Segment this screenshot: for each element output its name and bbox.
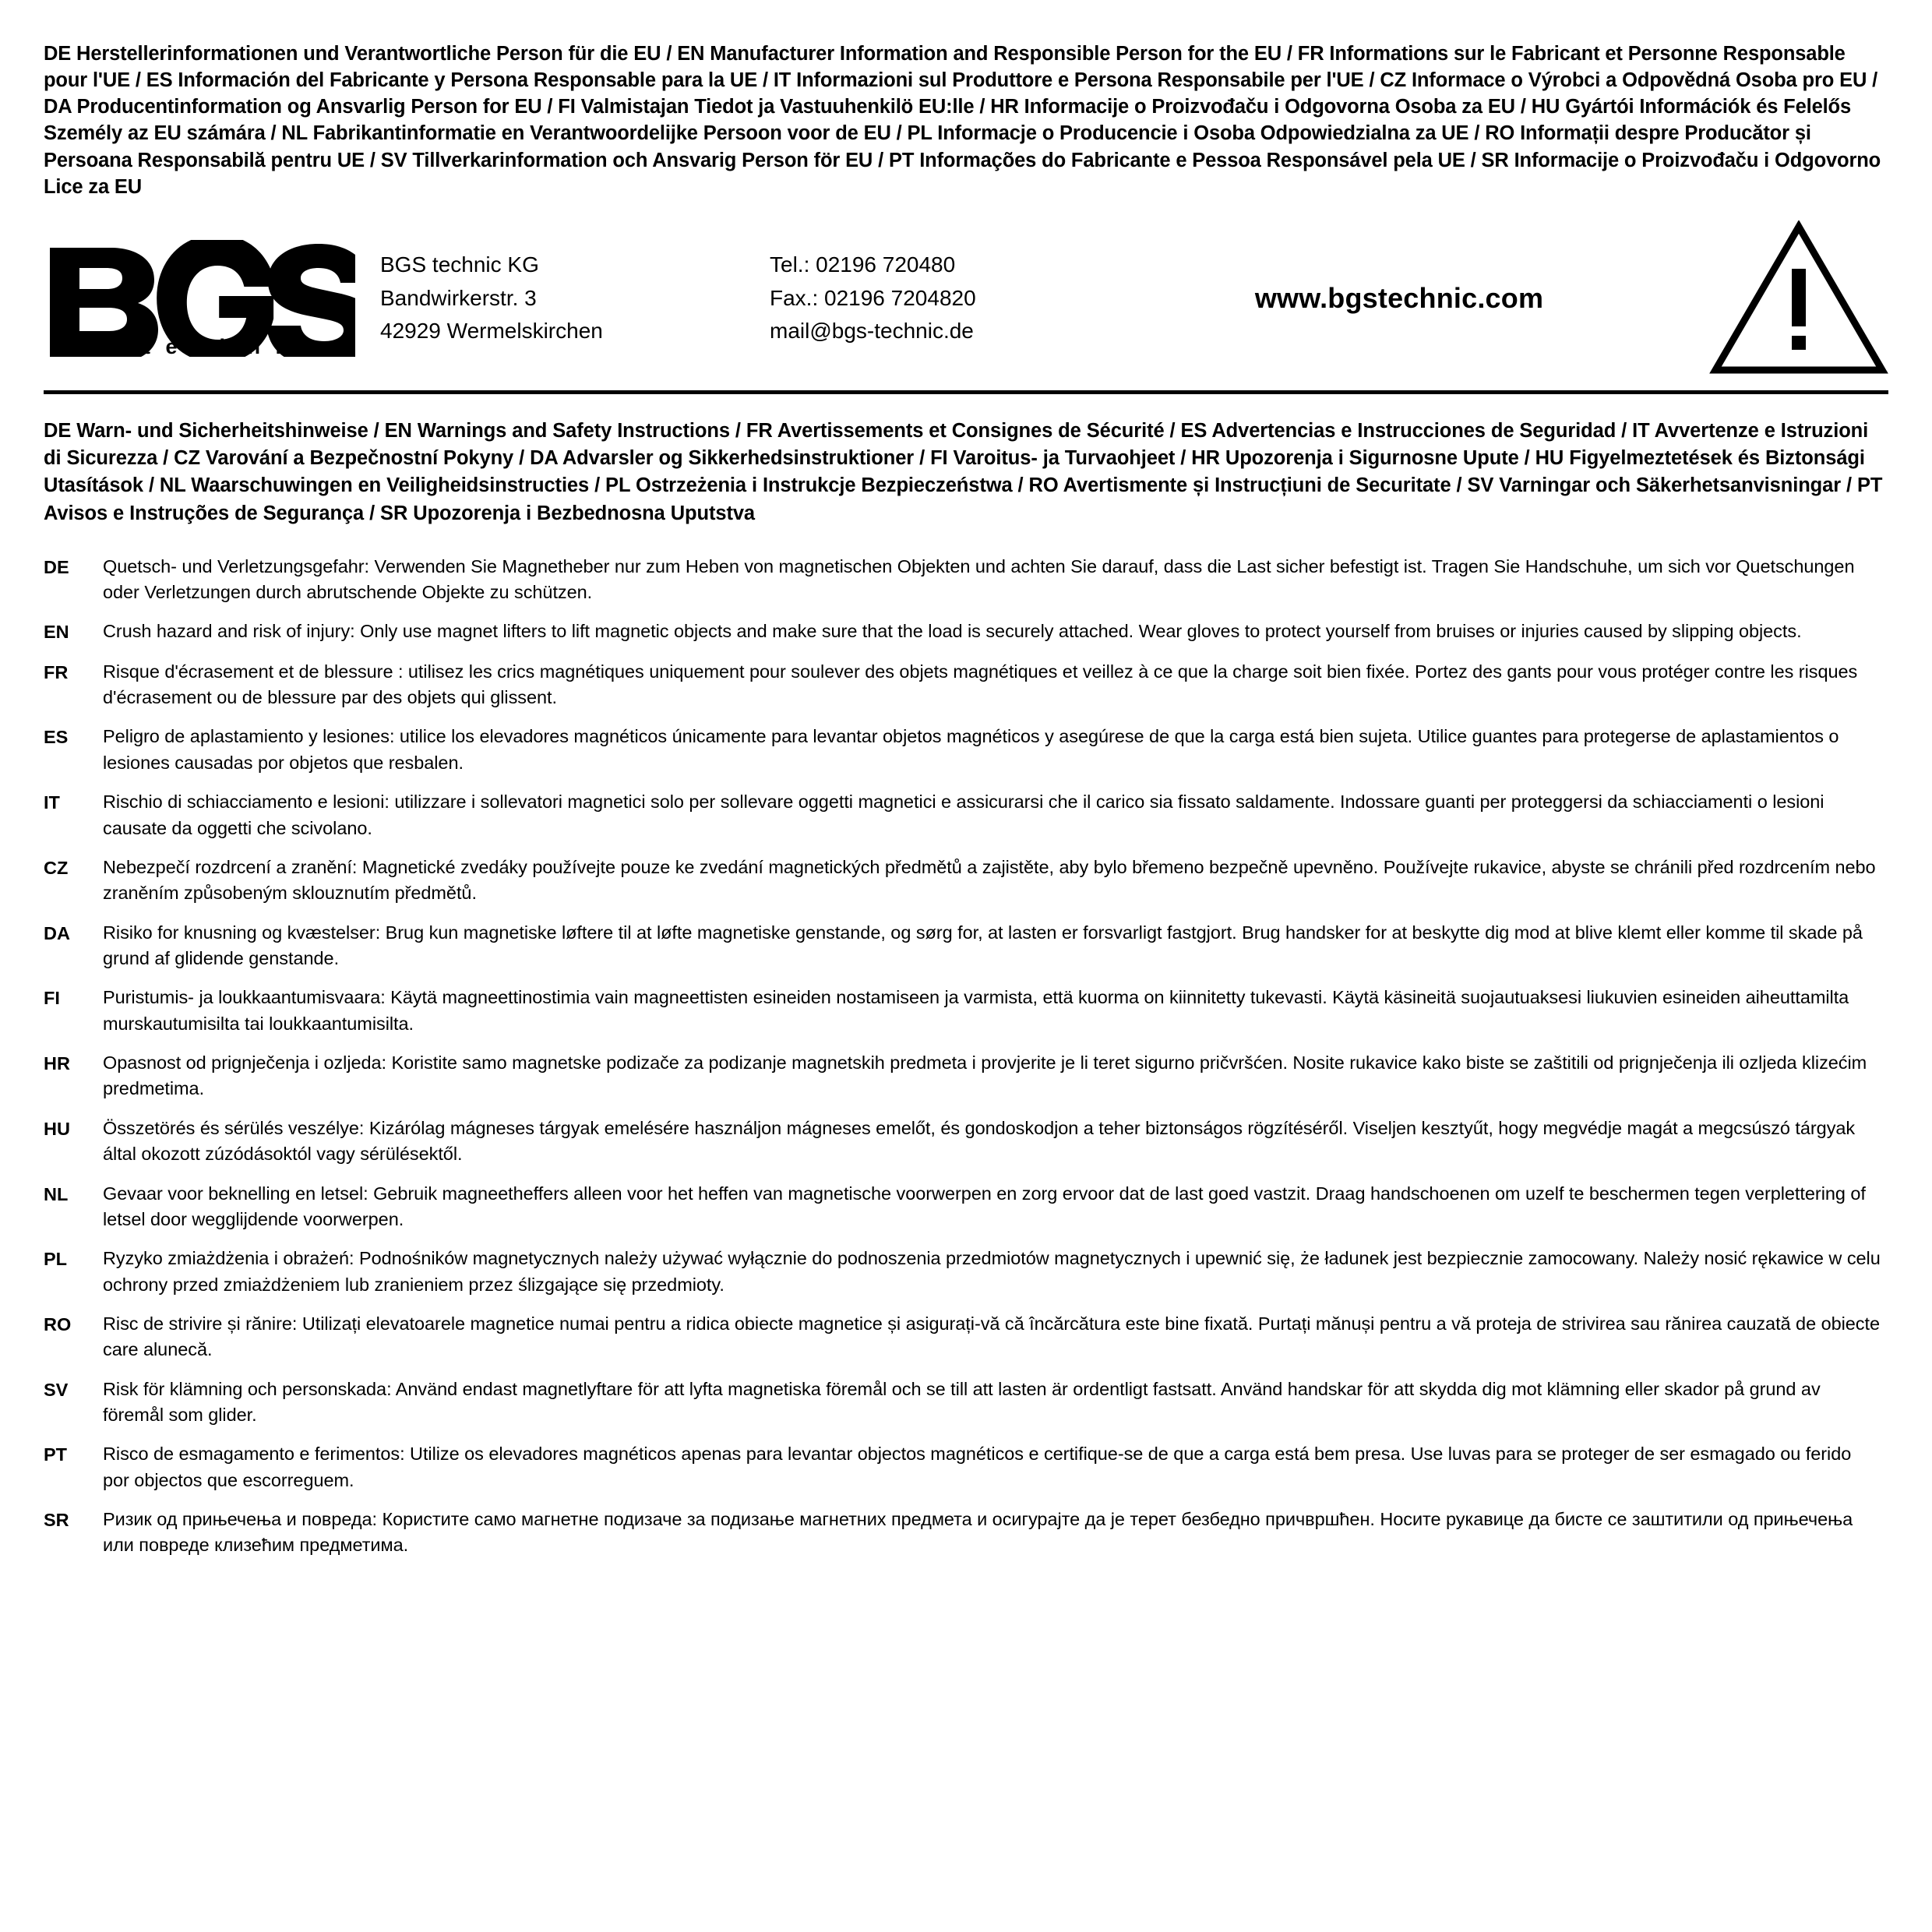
list-item (44, 1181, 1888, 1233)
language-code: ES (44, 727, 69, 748)
list-item (44, 1377, 1888, 1429)
company-street: Bandwirkerstr. 3 (380, 285, 537, 310)
list-item (44, 920, 1888, 972)
list-item (44, 1246, 1888, 1298)
list-item (44, 789, 1888, 841)
company-contact (770, 249, 1105, 348)
warning-triangle-icon (1694, 220, 1888, 376)
language-text: Nebezpečí rozdrcení a zranění: Magnetické zvedáky používejte pouze ke zvedání magnetických předmětů a zajistěte, aby bylo břemeno bezpečně upevněno. Používejte rukavice, abyste se chránili před rozdrcením nebo zraněním způsobeným sklouznutím předmětů. (103, 856, 1876, 904)
language-code: HU (44, 1118, 70, 1139)
company-city: 42929 Wermelskirchen (380, 319, 603, 344)
list-item (44, 619, 1888, 645)
language-code: CZ (44, 857, 69, 878)
language-code: SR (44, 1510, 69, 1531)
language-text: Ризик од прињечења и повреда: Користите само магнетне подизаче за подизање магнетних предмета и осигурајте да је терет безбедно причвршћен. Носите рукавице да бисте се заштитили од прињечења или повреде клизећим предметима. (103, 1509, 1853, 1556)
safety-instructions-heading: DE Warn- und Sicherheitshinweise / EN Warnings and Safety Instructions / FR Avertissements et Consignes de Sécurité / ES Advertencias e Instrucciones de Seguridad / IT Avvertenze e Istruzioni di Sicurezza / CZ Varování a Bezpečnostní Pokyny / DA Advarsler og Sikkerhedsinstruktioner / FI Varoitus- ja Turvaohjeet / HR Upozorenja i Sigurnosne Upute / HU Figyelmeztetések és Biztonsági Utasítások / NL Waarschuwingen en Veiligheidsinstructies / PL Ostrzeżenia i Instrukcje Bezpieczeństwa / RO Avertismente și Instrucțiuni de Securitate / SV Varningar och Säkerhetsanvisningar / PT Avisos e Instruções de Segurança / SR Upozorenja i Bezbednosna Uputstva (44, 419, 1883, 524)
list-item (44, 554, 1888, 606)
language-text: Quetsch- und Verletzungsgefahr: Verwenden Sie Magnetheber nur zum Heben von magnetischen Objekten und achten Sie darauf, dass die Last sicher befestigt ist. Tragen Sie Handschuhe, um sich vor Quetschungen oder Verletzungen durch abrutschende Objekte zu schützen. (103, 555, 1855, 603)
language-text: Risc de strivire și rănire: Utilizați elevatoarele magnetice numai pentru a ridica obiecte magnetice și asigurați-vă că încărcătura este bine fixată. Purtați mănuși pentru a vă proteja de strivirea sau rănirea cauzată de obiecte care alunecă. (103, 1313, 1881, 1360)
language-code: SV (44, 1379, 69, 1400)
language-code: RO (44, 1313, 72, 1334)
svg-text:®: ® (323, 244, 338, 268)
svg-text:t e c h n i c: t e c h n i c (143, 334, 313, 357)
language-code: EN (44, 622, 69, 643)
company-tel: Tel.: 02196 720480 (770, 252, 956, 277)
language-code: PL (44, 1249, 68, 1270)
language-text: Gevaar voor beknelling en letsel: Gebruik magneetheffers alleen voor het heffen van magnetische voorwerpen en zorg ervoor dat de last goed vastzit. Draag handschoenen om uzelf te beschermen tegen verplettering of letsel door wegglijdende voorwerpen. (103, 1183, 1866, 1229)
manufacturer-info-heading: DE Herstellerinformationen und Verantwortliche Person für die EU / EN Manufacturer Information and Responsible Person for the EU / FR Informations sur le Fabricant et Personne Responsable pour l'UE / ES Información del Fabricante y Persona Responsable para la UE / IT Informazioni sul Produttore e Persona Responsabile per l'UE / CZ Informace o Výrobci a Odpovědná Osoba pro EU / DA Producentinformation og Ansvarlig Person for EU / FI Valmistajan Tiedot ja Vastuuhenkilö EU:lle / HR Informacije o Proizvođaču i Odgovorna Osoba za EU / HU Gyártói Információk és Felelős Személy az EU számára / NL Fabrikantinformatie en Verantwoordelijke Persoon voor de EU / PL Informacje o Producencie i Osoba Odpowiedzialna za UE / RO Informații despre Producător și Persoana Responsabilă pentru UE / SV Tillverkarinformation och Ansvarig Person för EU / PT Informações do Fabricante e Pessoa Responsável pela UE / SR Informacije o Proizvođaču i Odgovorno Lice za EU (44, 43, 1881, 198)
language-code: DA (44, 922, 70, 943)
list-item (44, 659, 1888, 711)
language-code: IT (44, 792, 60, 813)
language-text: Risco de esmagamento e ferimentos: Utilize os elevadores magnéticos apenas para levantar objectos magnéticos e certifique-se de que a carga está bem presa. Use luvas para se proteger de ser esmagado ou ferido por objectos que escorreguem. (103, 1444, 1852, 1490)
company-info-band (44, 220, 1888, 394)
company-website: www.bgstechnic.com (1254, 281, 1544, 314)
language-code: FR (44, 661, 69, 682)
bgs-logo (44, 240, 371, 357)
language-code: DE (44, 556, 69, 577)
language-text: Risque d'écrasement et de blessure : utilisez les crics magnétiques uniquement pour soulever des objets magnétiques et veillez à ce que la charge soit bien fixée. Portez des gants pour vous protéger contre les risques d'écrasement ou de blessure par des objets qui glissent. (103, 661, 1858, 708)
list-item (44, 1050, 1888, 1102)
language-code: NL (44, 1183, 69, 1204)
language-text: Peligro de aplastamiento y lesiones: utilice los elevadores magnéticos únicamente para levantar objetos magnéticos y asegúrese de que la carga está bien sujeta. Utilice guantes para protegerse de aplastamientos o lesiones causadas por objetos que resbalen. (103, 726, 1839, 773)
list-item (44, 724, 1888, 776)
list-item (44, 1507, 1888, 1559)
language-text: Összetörés és sérülés veszélye: Kizárólag mágneses tárgyak emelésére használjon mágneses emelőt, és gondoskodjon a teher biztonságos rögzítéséről. Viseljen kesztyűt, hogy megvédje magát a megcsúszó tárgyak által okozott zúzódásoktól vagy sérülésektől. (103, 1117, 1856, 1165)
language-text: Opasnost od prignječenja i ozljeda: Koristite samo magnetske podizače za podizanje magnetskih predmeta i provjerite je li teret sigurno pričvršćen. Nosite rukavice kako biste se zaštitili od prignječenja ili ozljeda klizećim predmetima. (103, 1052, 1867, 1099)
language-text: Ryzyko zmiażdżenia i obrażeń: Podnośników magnetycznych należy używać wyłącznie do podnoszenia przedmiotów magnetycznych i upewnić się, że ładunek jest bezpiecznie zamocowany. Należy nosić rękawice w celu ochrony przed zmiażdżeniem lub zranieniem przez ślizgające się przedmioty. (103, 1248, 1881, 1295)
list-item (44, 985, 1888, 1037)
company-fax: Fax.: 02196 7204820 (770, 285, 976, 310)
language-text: Risiko for knusning og kvæstelser: Brug kun magnetiske løftere til at løfte magnetiske genstande, og sørg for, at lasten er forsvarligt fastgjort. Brug handsker for at beskytte dig mod at blive klemt eller komme til skade på grund af glidende genstande. (103, 922, 1863, 968)
language-text: Risk för klämning och personskada: Använd endast magnetlyftare för att lyfta magnetiska föremål och se till att lasten är ordentligt fastsatt. Använd handskar för att skydda dig mot klämning eller skador på grund av föremål som glider. (103, 1378, 1821, 1426)
language-text: Puristumis- ja loukkaantumisvaara: Käytä magneettinostimia vain magneettisten esineiden nostamiseen ja varmista, että kuorma on kiinnitetty tukevasti. Käytä käsineitä suojautuaksesi liukuvien esineiden aiheuttamilta murskautumisilta tai loukkaantumisilta. (103, 987, 1849, 1034)
language-text: Rischio di schiacciamento e lesioni: utilizzare i sollevatori magnetici solo per sollevare oggetti magnetici e assicurarsi che il carico sia fissato saldamente. Indossare guanti per proteggersi da schiacciamenti o lesioni causate da oggetti che scivolano. (103, 791, 1824, 838)
language-code: PT (44, 1444, 68, 1465)
company-email: mail@bgs-technic.de (770, 319, 974, 344)
company-address (371, 249, 770, 348)
language-code: FI (44, 988, 60, 1009)
list-item (44, 855, 1888, 907)
list-item (44, 1311, 1888, 1363)
language-code: HR (44, 1053, 70, 1074)
list-item (44, 1116, 1888, 1168)
language-list (44, 554, 1888, 1559)
company-name: BGS technic KG (380, 252, 539, 277)
language-text: Crush hazard and risk of injury: Only use magnet lifters to lift magnetic objects and make sure that the load is securely attached. Wear gloves to protect yourself from bruises or injuries caused by slipping objects. (103, 621, 1802, 642)
list-item (44, 1441, 1888, 1493)
